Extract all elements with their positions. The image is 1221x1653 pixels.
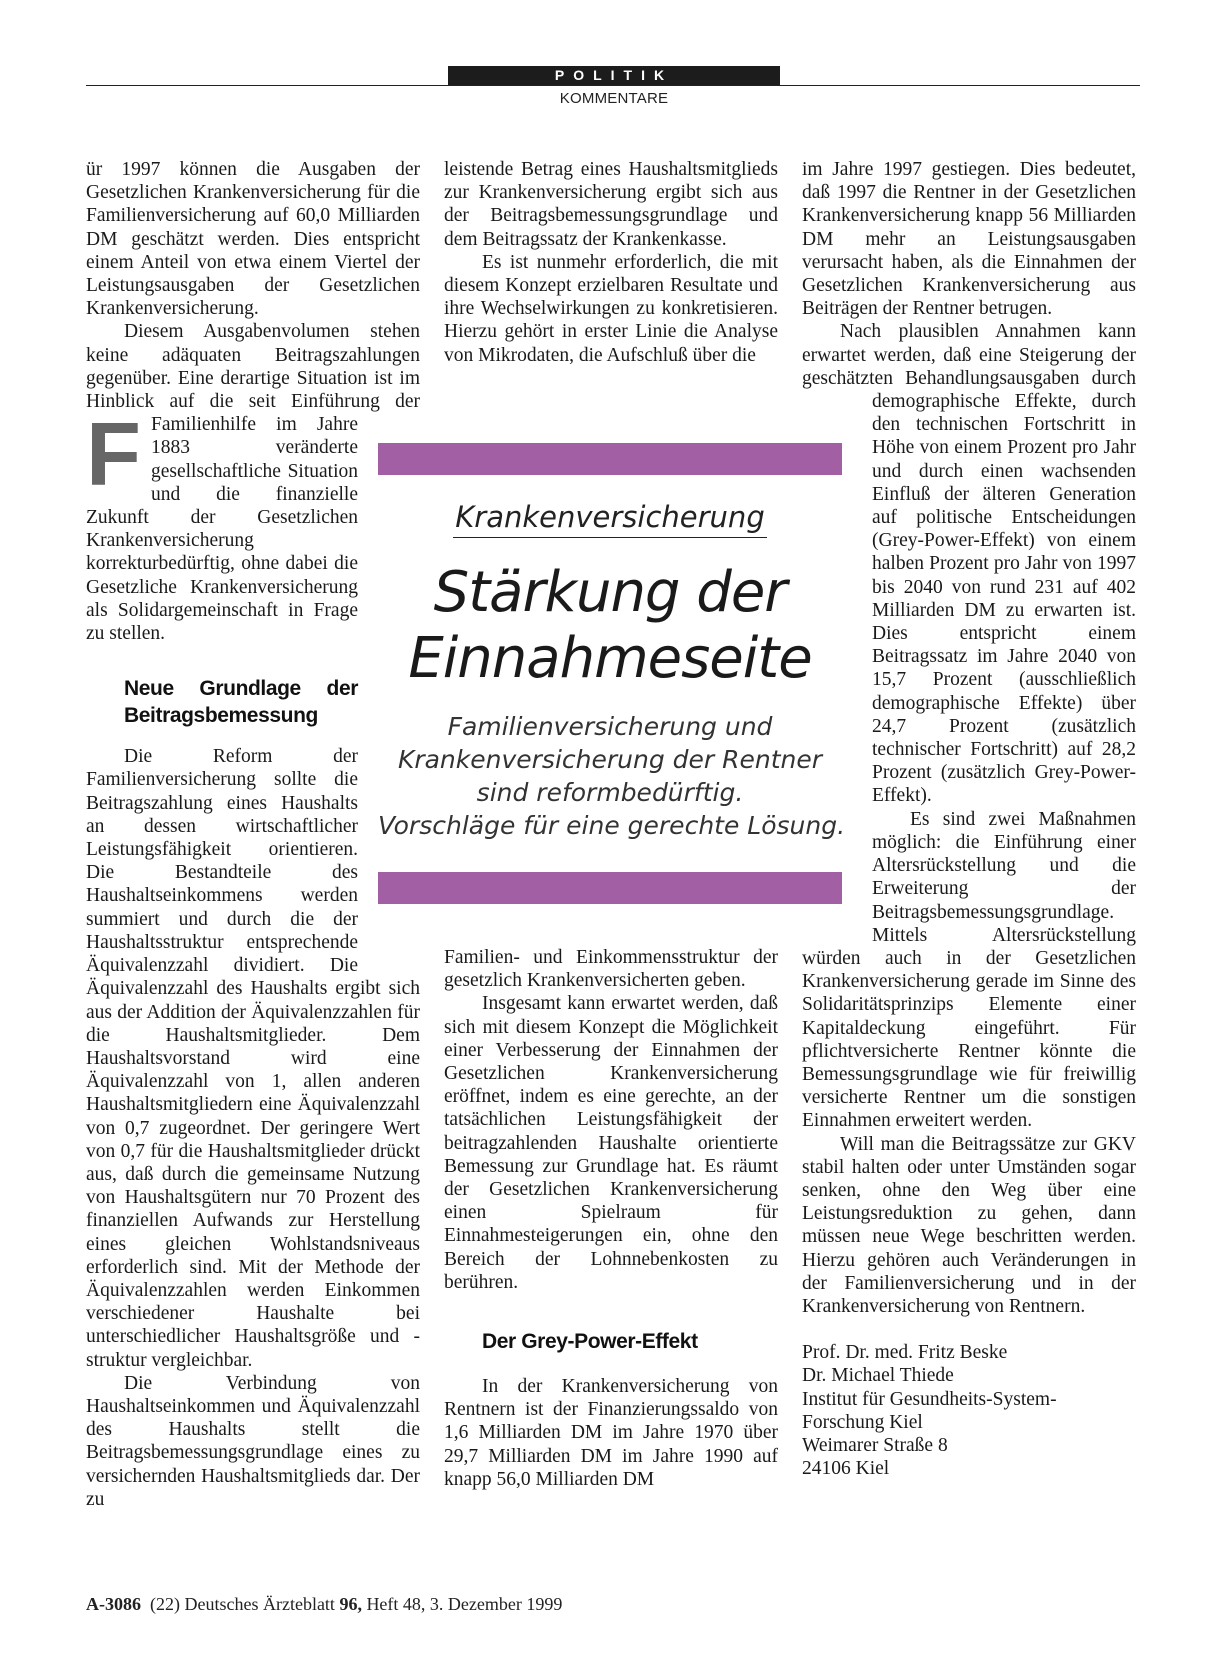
author-line: Forschung Kiel	[802, 1411, 923, 1433]
subheading-grey-power: Der Grey-Power-Effekt	[482, 1330, 698, 1354]
footer	[86, 1594, 562, 1615]
paragraph: Will man die Beitragssätze zur GKV stabil halten oder unter Umständen sogar senken, ohne den Weg über eine Leistungsreduktion zu gehen, dann müssen neue Wege beschritten werden. Hierzu gehören auch Veränderungen in der Familienversicherung und in der Krankenversicherung von Rentnern.	[802, 1133, 1136, 1317]
paragraph: Nach plausiblen Annahmen kann erwartet werden, daß eine Steigerung der geschätzten Behandlungsausgaben durch demographische Effekte, durch den technischen Fortschritt in Höhe von einem Prozent pro Jahr und durch einen wachsenden Einfluß der älteren Generation auf politische Entscheidungen (Grey-Power-Effekt) von einem halben Prozent pro Jahr von 1997 bis 2040 von rund 231 auf 402 Milliarden DM zu erwarten ist. Dies entspricht einem Beitragssatz im Jahre 2040 von 15,7 Prozent (ausschließlich demographische Effekte) über 24,7 Prozent (zusätzlich technischer Fortschritt) auf 28,2 Prozent (zusätzlich Grey-Power-Effekt).	[802, 321, 1136, 807]
drop-cap: F	[86, 405, 141, 505]
subheading-new-basis: Neue Grundlage der Beitragsbemessung	[124, 677, 358, 728]
kicker-text: Krankenversicherung	[453, 500, 766, 538]
header-rule	[86, 85, 1140, 86]
deck-line: Familienversicherung und	[447, 712, 773, 741]
accent-bar-top	[378, 443, 842, 475]
journal-name: (22) Deutsches Ärzteblatt	[150, 1594, 335, 1614]
author-block	[802, 1341, 1136, 1480]
paragraph: im Jahre 1997 gestiegen. Dies bedeutet, daß 1997 die Rentner in der Gesetzlichen Krankenversicherung knapp 56 Milliarden DM mehr an Leistungsausgaben verursacht haben, als die Einnahmen der Gesetzlichen Krankenversicherung aus Beiträgen der Rentner betrugen.	[802, 159, 1136, 320]
column-3	[802, 158, 1136, 1480]
deck-line: Vorschläge für eine gerechte Lösung.	[378, 811, 846, 840]
column-1	[86, 158, 420, 1511]
column-2-top	[444, 158, 778, 367]
paragraph: Die Verbindung von Haushaltseinkommen und Äquivalenzzahl des Haushalts stellt die Beitragsbemessungsgrundlage eines zu versichernden Haushaltsmitglieds dar. Der zu	[86, 1372, 420, 1510]
paragraph: Es ist nunmehr erforderlich, die mit diesem Konzept erzielbaren Resultate und ihre Wechselwirkungen zu konkretisieren. Hierzu gehört in erster Linie die Analyse von Mikrodaten, die Aufschluß über die	[444, 251, 778, 366]
headline: Stärkung der Einnahmeseite	[408, 560, 812, 691]
paragraph: In der Krankenversicherung von Rentnern ist der Finanzierungssaldo von 1,6 Milliarden DM im Jahre 1970 über 29,7 Milliarden DM im Jahre 1990 auf knapp 56,0 Milliarden DM	[444, 1376, 778, 1490]
deck-line: sind reformbedürftig.	[476, 778, 744, 807]
volume: 96,	[339, 1594, 362, 1614]
paragraph: Familien- und Einkommensstruktur der gesetzlich Krankenversicherten geben.	[444, 947, 778, 992]
deck	[378, 710, 846, 842]
paragraph: leistende Betrag eines Haushaltsmitglieds zur Krankenversicherung ergibt sich aus der Beitragsbemessungsgrundlage und dem Beitragssatz der Krankenkasse.	[444, 159, 778, 250]
paragraph: Die Reform der Familienversicherung sollte die Beitragszahlung eines Haushalts an dessen wirtschaftlicher Leistungsfähigkeit orientieren. Die Bestandteile des Haushaltseinkommens werden summiert und durch die der Haushaltsstruktur entsprechende Äquivalenzzahl dividiert. Die Äquivalenzzahl des Haushalts ergibt sich aus der Addition der Äquivalenzzahlen für die Haushaltsmitglieder. Dem Haushaltsvorstand wird eine Äquivalenzzahl von 1, allen anderen Haushaltsmitgliedern eine Äquivalenzzahl von 0,7 zugeordnet. Der geringere Wert von 0,7 für die Haushaltsmitglieder drückt aus, daß durch die gemeinsame Nutzung von Haushaltsgütern nur 70 Prozent des finanziellen Aufwands zur Herstellung eines gleichen Wohlstandsniveaus erforderlich sind. Mit der Methode der Äquivalenzzahlen werden Einkommen verschiedener Haushalte bei unterschiedlicher Haushaltsgröße und -struktur vergleichbar.	[86, 746, 420, 1371]
paragraph: Diesem Ausgabenvolumen stehen keine adäquaten Beitragszahlungen gegenüber. Eine derartige Situation ist im Hinblick auf die seit Einführung der Familienhilfe im Jahre 1883 veränderte gesellschaftliche Situation und die finanzielle Zukunft der Gesetzlichen Krankenversicherung korrekturbedürftig, ohne dabei die Gesetzliche Krankenversicherung als Solidargemeinschaft in Frage zu stellen.	[86, 321, 420, 645]
kicker	[378, 500, 842, 534]
paragraph: Es sind zwei Maßnahmen möglich: die Einführung einer Altersrückstellung und die Erweiterung der Beitragsbemessungsgrundlage. Mittels Altersrückstellung würden auch in der Gesetzlichen Krankenversicherung gerade im Sinne des Solidaritätsprinzips Elemente einer Kapitaldeckung eingeführt. Für pflichtversicherte Rentner könnte die Bemessungsgrundlage wie für freiwillig versicherte Rentner um die sonstigen Einnahmen erweitert werden.	[802, 808, 1136, 1132]
section-label: POLITIK	[448, 66, 780, 85]
page-number: A-3086	[86, 1594, 141, 1614]
author-line: Institut für Gesundheits-System-	[802, 1388, 1057, 1410]
deck-line: Krankenversicherung der Rentner	[397, 745, 823, 774]
paragraph: Insgesamt kann erwartet werden, daß sich mit diesem Konzept die Möglichkeit einer Verbesserung der Einnahmen der Gesetzlichen Krankenversicherung eröffnet, indem es eine gerechte, an der tatsächlichen Leistungsfähigkeit der beitragzahlenden Haushalte orientierte Bemessung zur Grundlage hat. Es räumt der Gesetzlichen Krankenversicherung einen Spielraum für Einnahmesteigerungen ein, ohne den Bereich der Lohnnebenkosten zu berühren.	[444, 993, 778, 1293]
author-line: Prof. Dr. med. Fritz Beske	[802, 1342, 1008, 1364]
column-2-bottom	[444, 946, 778, 1491]
intro-paragraph: ür 1997 können die Ausgaben der Gesetzlichen Krankenversicherung für die Familienversicherung auf 60,0 Milliarden DM geschätzt werden. Dies entspricht einem Anteil von etwa einem Viertel der Leistungsausgaben der Gesetzlichen Krankenversicherung.	[86, 159, 420, 320]
subsection-label: KOMMENTARE	[559, 90, 669, 107]
accent-bar-bottom	[378, 872, 842, 904]
author-line: Weimarer Straße 8	[802, 1434, 948, 1456]
issue-date: Heft 48, 3. Dezember 1999	[366, 1594, 563, 1614]
author-line: Dr. Michael Thiede	[802, 1365, 954, 1387]
author-line: 24106 Kiel	[802, 1458, 890, 1480]
